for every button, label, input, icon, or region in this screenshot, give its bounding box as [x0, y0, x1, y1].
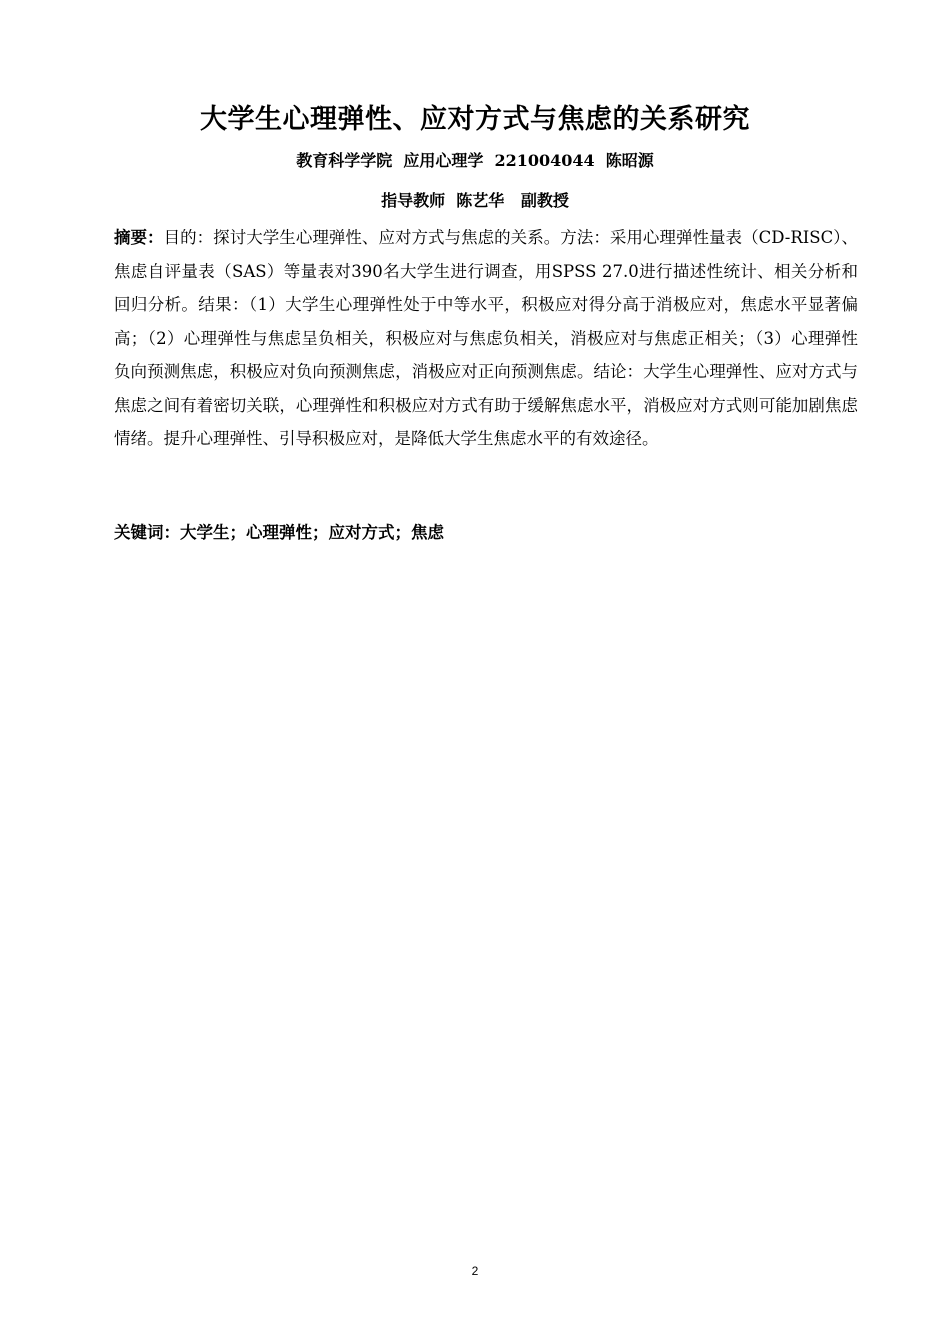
author-info: 教育科学学院 应用心理学 221004044 陈昭源: [296, 151, 654, 170]
paper-title: 大学生心理弹性、应对方式与焦虑的关系研究: [200, 104, 750, 135]
abstract-text: 目的：探讨大学生心理弹性、应对方式与焦虑的关系。方法：采用心理弹性量表（CD-RISC）、焦虑自评量表（SAS）等量表对390名大学生进行调查，用SPSS 27.0进行描述性统计、相关分析和回归分析。结果：（1）大学生心理弹性处于中等水平，积极应对得分高于消极应对，焦虑水平显著偏高；（2）心理弹性与焦虑呈负相关，积极应对与焦虑负相关，消极应对与焦虑正相关；（3）心理弹性负向预测焦虑，积极应对负向预测焦虑，消极应对正向预测焦虑。结论：大学生心理弹性、应对方式与焦虑之间有着密切关联，心理弹性和积极应对方式有助于缓解焦虑水平，消极应对方式则可能加剧焦虑情绪。提升心理弹性、引导积极应对，是降低大学生焦虑水平的有效途径。: [114, 228, 859, 448]
abstract-label: 摘要：: [114, 228, 164, 247]
page-number: 2: [471, 1264, 479, 1278]
keywords-line: [114, 516, 858, 549]
keywords-label: 关键词：: [114, 523, 180, 542]
abstract-paragraph: [114, 221, 858, 456]
advisor-info: 指导教师 陈艺华 副教授: [381, 191, 569, 210]
keywords-text: 大学生；心理弹性；应对方式；焦虑: [180, 523, 444, 542]
